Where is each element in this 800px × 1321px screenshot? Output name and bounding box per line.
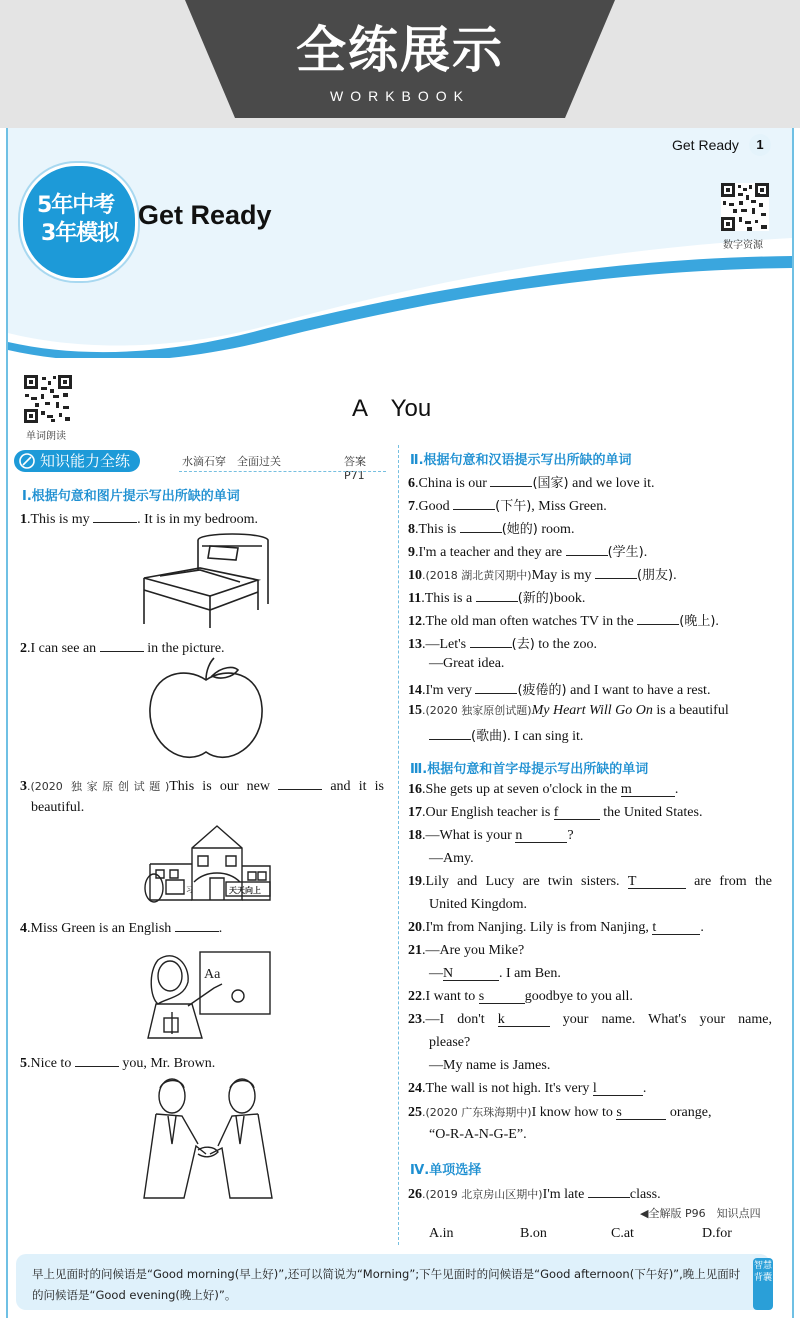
question-text: .—Are you Mike? [422,943,525,958]
top-banner [0,0,800,128]
question-number: 4 [20,921,27,936]
running-header: Get Ready [672,137,739,153]
question-text: May is my [531,568,595,583]
option-d[interactable]: D.for [702,1226,732,1241]
answer-blank[interactable] [595,564,637,579]
board-text: Aa [204,967,221,982]
question-number: 13 [408,637,422,652]
question-25 [408,1104,711,1121]
answer-blank[interactable] [498,1012,550,1027]
first-letter-hint: m [620,782,632,797]
answer-blank[interactable] [616,1105,666,1120]
question-26 [408,1183,661,1203]
song-title: My Heart Will Go On [531,703,653,718]
question-9 [408,541,647,561]
question-number: 11 [408,591,422,606]
question-text: and I want to have a rest. [566,683,711,698]
answer-blank[interactable] [278,775,322,790]
section-1-heading: Ⅰ.根据句意和图片提示写出所缺的单词 [22,489,240,504]
question-source: .(2018 湖北黄冈期中) [422,569,532,582]
question-text: beautiful. [31,800,85,815]
first-letter-hint: s [616,1105,622,1120]
tip-text: 早上见面时的问候语是“Good morning(早上好)”,还可以简说为“Morning”;下午见面时的问候语是“Good afternoon(下午好)”,晚上见面时的问候语是“Good evening(晚上好)”。 [32,1267,741,1302]
question-21-reply [429,966,561,982]
answer-blank[interactable] [588,1183,630,1198]
answer-blank[interactable] [476,587,518,602]
question-19-line2: United Kingdom. [429,897,527,912]
chinese-hint: (朋友) [636,568,674,583]
question-17 [408,805,702,821]
question-text: .China is our [415,476,491,491]
first-letter-hint: l [592,1081,597,1096]
question-text: are from the [694,874,772,889]
chinese-hint: (她的) [501,522,538,537]
question-number: 2 [20,641,27,656]
answer-blank[interactable] [453,495,495,510]
question-11 [408,587,585,607]
question-19 [408,874,772,890]
chinese-hint: (下午) [495,499,532,514]
question-number: 6 [408,476,415,491]
question-text: .—I don't [422,1012,498,1027]
question-number: 26 [408,1187,422,1202]
answer-blank[interactable] [490,472,532,487]
question-source: .(2020 广东珠海期中) [422,1106,532,1119]
question-text: .I'm very [422,683,476,698]
first-letter-hint: t [652,920,657,935]
question-text: .This is [415,522,460,537]
option-a[interactable]: A.in [429,1226,454,1241]
question-6 [408,472,655,492]
answer-blank[interactable] [637,610,679,625]
question-number: 9 [408,545,415,560]
question-text: .I'm from Nanjing. Lily is from Nanjing, [422,920,653,935]
chinese-hint: (疲倦的) [517,683,567,698]
question-text: . [643,545,648,560]
teacher-picture [144,938,274,1044]
question-number: 12 [408,614,422,629]
question-text: .Miss Green is an English [27,921,175,936]
question-2 [20,637,225,657]
question-12 [408,610,719,630]
question-text: I know how to [531,1105,617,1120]
chinese-hint: (国家) [532,476,569,491]
knowledge-bar-rule [179,471,386,472]
question-source: .(2019 北京房山区期中) [422,1188,543,1201]
question-number: 8 [408,522,415,537]
question-text: .—What is your [422,828,516,843]
option-c[interactable]: C.at [611,1226,634,1241]
question-number: 23 [408,1012,422,1027]
question-18-reply: —Amy. [429,851,474,866]
question-source: .(2020 独家原创试题) [422,704,532,717]
answer-blank[interactable] [628,874,686,889]
answer-blank[interactable] [593,1081,643,1096]
question-text: your name. What's your name, [549,1012,772,1027]
answer-blank[interactable] [479,989,525,1004]
question-number: 3 [20,779,27,794]
pointer-icon: ◀ [640,1207,649,1220]
question-15-line2 [429,725,583,745]
question-text: . [715,614,719,629]
question-text: is a beautiful [652,703,729,718]
first-letter-hint: N [443,966,454,981]
question-number: 15 [408,703,422,718]
page-title: Get Ready [138,200,272,230]
question-text: .Good [415,499,454,514]
answer-blank[interactable] [75,1052,119,1067]
question-5 [20,1052,215,1072]
chinese-hint: (歌曲) [471,729,508,744]
logo-line-1: 5年中考 [37,193,115,218]
brand-logo [20,163,138,281]
tip-tag: 智慧背囊 [753,1258,773,1310]
qr-resources-label: 数字资源 [723,240,763,251]
section-heading: A You [352,395,432,422]
question-24 [408,1081,646,1097]
question-text: .She gets up at seven o'clock in the [422,782,621,797]
answer-blank[interactable] [515,828,567,843]
question-text: . [674,782,679,797]
question-text: ? [567,828,574,843]
question-text: .Our English teacher is [422,805,554,820]
question-10 [408,564,677,584]
question-text: and it is [330,779,384,794]
question-text: . I am Ben. [499,966,561,981]
question-25-line2: “O-R-A-N-G-E”. [429,1127,527,1142]
school-sign-small: 习 [186,886,193,894]
question-text: the United States. [599,805,703,820]
question-text: and we love it. [568,476,655,491]
chinese-hint: (新的) [517,591,554,606]
first-letter-hint: T [627,874,637,889]
chinese-hint: (学生) [607,545,644,560]
question-text: to the zoo. [534,637,598,652]
section-4-heading: Ⅳ.单项选择 [410,1163,482,1178]
question-23 [408,1012,772,1028]
question-18 [408,828,574,844]
question-number: 22 [408,989,422,1004]
question-number: 25 [408,1105,422,1120]
leaf-icon [19,453,35,469]
knowledge-bar [14,450,386,482]
reference-text: 全解版 P96 知识点四 [648,1207,761,1220]
knowledge-pill [14,450,140,472]
answer-blank[interactable] [475,679,517,694]
question-number: 10 [408,568,422,583]
answer-blank[interactable] [566,541,608,556]
school-picture [140,818,276,908]
question-text: .Lily and Lucy are twin sisters. [422,874,628,889]
question-16 [408,782,678,798]
question-source: .(2020 独家原创试题) [27,780,170,793]
question-7 [408,495,607,515]
answer-blank[interactable] [554,805,600,820]
column-divider [398,445,399,1245]
question-text: .I want to [422,989,479,1004]
question-text: . [642,1081,647,1096]
chinese-hint: (去) [511,637,535,652]
section-2-heading: Ⅱ.根据句意和汉语提示写出所缺的单词 [410,453,632,468]
page-number: 1 [749,134,771,156]
question-number: 1 [20,512,27,527]
question-4 [20,917,222,937]
question-text: .I'm a teacher and they are [415,545,566,560]
section-3-heading: Ⅲ.根据句意和首字母提示写出所缺的单词 [410,762,649,777]
knowledge-label: 知识能力全练 [40,452,131,470]
school-sign: 天天向上 [229,886,261,895]
banner-subtitle: WORKBOOK [329,88,470,104]
question-20 [408,920,704,936]
answer-blank[interactable] [429,725,471,740]
question-13-reply: —Great idea. [429,656,505,671]
question-number: 16 [408,782,422,797]
question-number: 17 [408,805,422,820]
question-22 [408,989,633,1005]
question-number: 20 [408,920,422,935]
question-text: orange, [666,1105,712,1120]
question-number: 19 [408,874,422,889]
first-letter-hint: n [515,828,523,843]
question-text: book. [553,591,586,606]
question-number: 7 [408,499,415,514]
question-3 [20,775,384,816]
question-text: .I can see an [27,641,100,656]
question-1 [20,508,258,528]
answer-blank[interactable] [460,518,502,533]
answer-blank[interactable] [443,966,499,981]
question-text: . [700,920,704,935]
apple-picture [146,656,268,766]
first-letter-hint: k [497,1012,505,1027]
banner-title: 全练展示 [296,21,504,79]
question-text: . It is in my bedroom. [137,512,259,527]
question-number: 5 [20,1056,27,1071]
question-23-line2: please? [429,1035,471,1050]
question-text: . [218,921,223,936]
first-letter-hint: s [478,989,485,1004]
question-number: 14 [408,683,422,698]
question-14 [408,679,710,699]
question-text: .This is my [27,512,94,527]
question-text: class. [629,1187,661,1202]
question-text: I'm late [542,1187,588,1202]
question-text: .Nice to [27,1056,75,1071]
question-text: This is our new [169,779,270,794]
qr-code-word-reading[interactable] [24,375,72,423]
answer-blank[interactable] [93,508,137,523]
question-13 [408,633,597,653]
qr-code-resources[interactable] [721,183,769,231]
handshake-picture [138,1074,278,1202]
question-text: .—Let's [422,637,470,652]
question-text: .This is a [421,591,476,606]
question-number: 21 [408,943,422,958]
question-text: . I can sing it. [507,729,584,744]
answer-blank[interactable] [100,637,144,652]
question-text: , Miss Green. [531,499,607,514]
answer-blank[interactable] [175,917,219,932]
bed-picture [140,530,272,630]
qr-word-reading-label: 单词朗读 [26,431,66,442]
question-text: you, Mr. Brown. [118,1056,216,1071]
question-text: — [429,966,443,981]
question-8 [408,518,574,538]
answer-blank[interactable] [470,633,512,648]
logo-line-2: 3年模拟 [41,221,119,246]
question-23-reply: —My name is James. [429,1058,551,1073]
first-letter-hint: f [553,805,559,820]
question-text: . [673,568,677,583]
question-text: .The old man often watches TV in the [422,614,638,629]
question-text: goodbye to you all. [524,989,633,1004]
question-15 [408,702,729,719]
answer-page-ref: 答案 P71 [344,455,366,482]
question-text: .The wall is not high. It's very [422,1081,593,1096]
option-b[interactable]: B.on [520,1226,547,1241]
answer-blank[interactable] [652,920,700,935]
question-number: 24 [408,1081,422,1096]
question-text: in the picture. [143,641,225,656]
chinese-hint: (晚上) [679,614,716,629]
reference-note [640,1205,761,1221]
question-number: 18 [408,828,422,843]
knowledge-subtitle: 水滴石穿 全面过关 [182,455,281,468]
question-21 [408,943,524,959]
question-text: room. [537,522,575,537]
answer-blank[interactable] [621,782,675,797]
